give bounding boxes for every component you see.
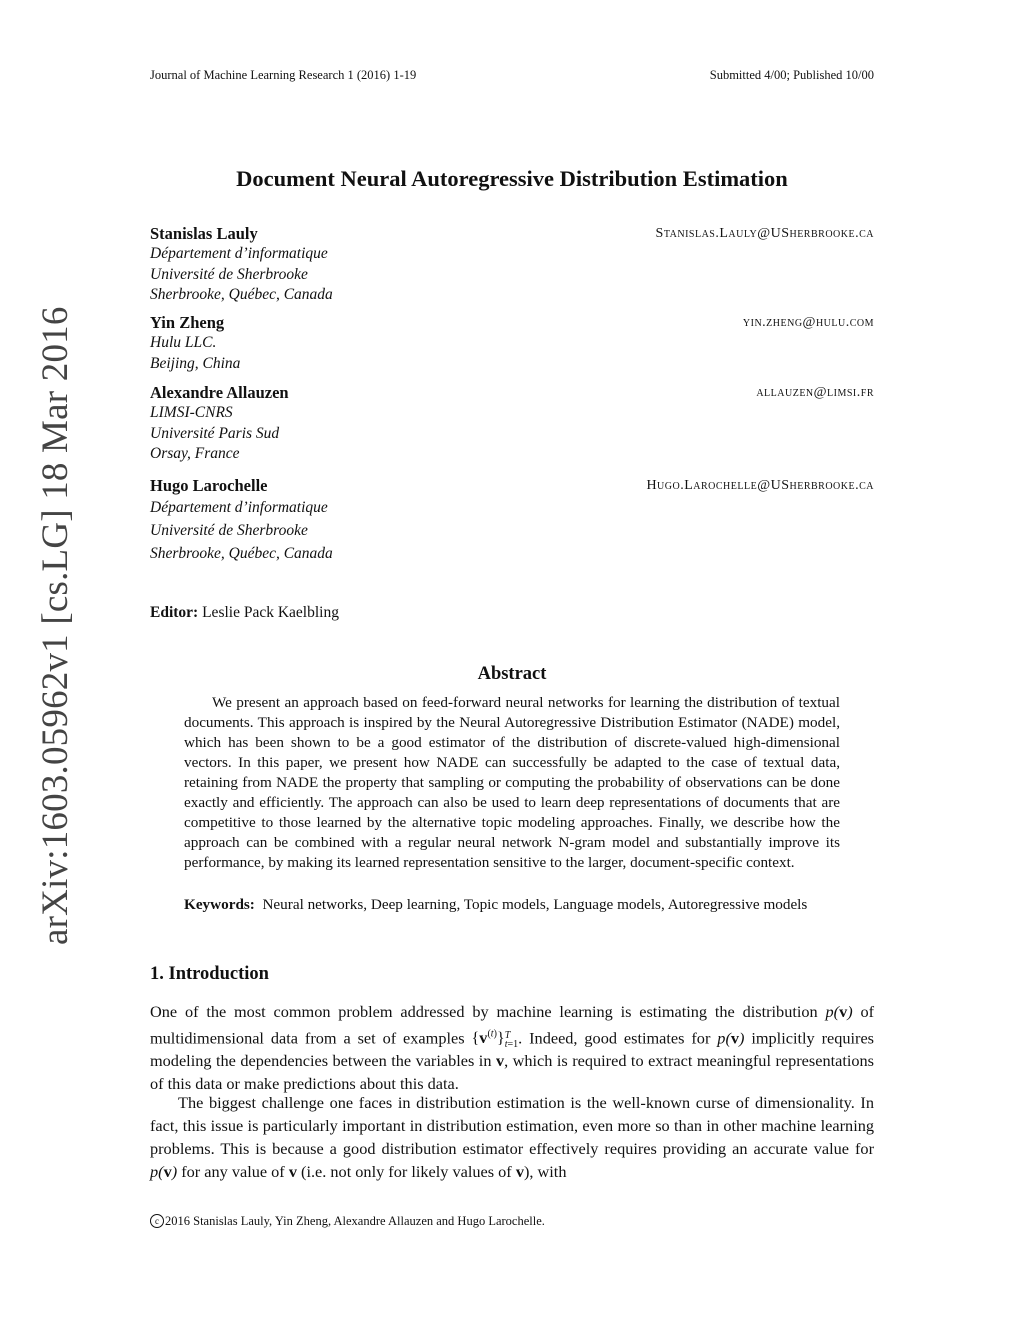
arxiv-stamp: arXiv:1603.05962v1 [cs.LG] 18 Mar 2016 [35, 306, 76, 945]
affiliation-line: Hulu LLC. [150, 334, 217, 351]
text-span: One of the most common problem addressed by machine learning is estimating the distribution [150, 1002, 818, 1021]
editor-label: Editor: [150, 604, 199, 621]
journal-header: Journal of Machine Learning Research 1 (2016) 1-19 [150, 68, 417, 82]
math-p-v: p(v) [717, 1028, 745, 1048]
editor-line [150, 604, 339, 622]
author-block [150, 476, 874, 565]
author-affiliation [150, 403, 874, 465]
author-email: yin.zheng@hulu.com [742, 315, 874, 330]
editor-name: Leslie Pack Kaelbling [202, 604, 339, 621]
text-span: The biggest challenge one faces in distribution estimation is the well-known curse of dimensionality. In fact, this issue is particularly important in distribution estimation, even more so than in other machine learning problems. This is because a good distribution estimator effectively requires providing an accurate value for [150, 1093, 874, 1158]
author-block [150, 224, 874, 306]
affiliation-line: Université Paris Sud [150, 424, 280, 442]
text-span: ), with [523, 1162, 567, 1181]
author-block [150, 383, 874, 465]
author-name: Hugo Larochelle [150, 476, 268, 495]
author-name: Alexandre Allauzen [150, 383, 289, 402]
author-block [150, 313, 874, 374]
math-v: v [515, 1162, 524, 1181]
intro-paragraph [150, 1000, 874, 1095]
keywords-label: Keywords: [184, 896, 255, 913]
author-affiliation [150, 496, 874, 565]
text-span: , which is required to extract meaningful representations of this data or make predictions about this data. [150, 1051, 874, 1094]
text-span: (i.e. not only for likely values of [301, 1162, 512, 1181]
affiliation-line: Université de Sherbrooke [150, 265, 308, 283]
author-name: Stanislas Lauly [150, 224, 258, 243]
math-p-v: p(v) [150, 1162, 178, 1181]
text-span: . Indeed, good estimates for [518, 1028, 711, 1048]
affiliation-line: Département d’informatique [150, 499, 328, 516]
author-affiliation [150, 333, 874, 374]
paper-title: Document Neural Autoregressive Distribution Estimation [236, 166, 788, 191]
keywords [184, 895, 840, 915]
affiliation-line: LIMSI-CNRS [150, 404, 233, 421]
math-v: v [495, 1051, 505, 1071]
copyright-text: 2016 Stanislas Lauly, Yin Zheng, Alexandre Allauzen and Hugo Larochelle. [165, 1214, 545, 1228]
keywords-text: Neural networks, Deep learning, Topic models, Language models, Autoregressive models [262, 896, 808, 913]
affiliation-line: Beijing, China [150, 354, 241, 372]
affiliation-line: Département d’informatique [150, 245, 328, 262]
intro-paragraph [150, 1091, 874, 1183]
math-example-set: $\{v^{(t)}\}T$ t=1 [471, 1028, 519, 1050]
affiliation-line: Sherbrooke, Québec, Canada [150, 545, 333, 562]
copyright-icon: c [150, 1214, 164, 1228]
submission-dates: Submitted 4/00; Published 10/00 [709, 68, 874, 82]
section-heading: 1. Introduction [150, 964, 269, 984]
math-v: v [288, 1162, 297, 1181]
author-email: allauzen@limsi.fr [756, 385, 874, 400]
author-affiliation [150, 244, 874, 306]
copyright-footer [150, 1214, 545, 1229]
affiliation-line: Université de Sherbrooke [150, 522, 308, 539]
author-name: Yin Zheng [150, 313, 225, 332]
abstract-heading: Abstract [477, 664, 547, 684]
author-email: Stanislas.Lauly@USherbrooke.ca [655, 226, 874, 241]
affiliation-line: Sherbrooke, Québec, Canada [150, 286, 333, 303]
math-p-v: p(v) [825, 1002, 853, 1021]
text-span: of multidimensional data from a set of examples [150, 1002, 875, 1048]
abstract-text: We present an approach based on feed-forward neural networks for learning the distribution of textual documents. This approach is inspired by the Neural Autoregressive Distribution Estimator (NADE) model, which has been shown to be a good estimator of the distribution of discrete-valued high-dimensional vectors. In this paper, we present how NADE can successfully be adapted to the case of textual data, retaining from NADE the property that sampling or computing the probability of observations can be done exactly and efficiently. The approach can also be used to learn deep representations of documents that are competitive to those learned by the alternative topic modeling approaches. Finally, we describe how the approach can be combined with a regular neural network N-gram model and substantially improve its performance, by making its learned representation sensitive to the larger, document-specific context. [184, 694, 840, 871]
author-email: Hugo.Larochelle@USherbrooke.ca [646, 478, 874, 493]
text-span: implicitly requires modeling the dependencies between the variables in [150, 1028, 875, 1071]
affiliation-line: Orsay, France [150, 445, 240, 462]
text-span: for any value of [181, 1162, 285, 1181]
